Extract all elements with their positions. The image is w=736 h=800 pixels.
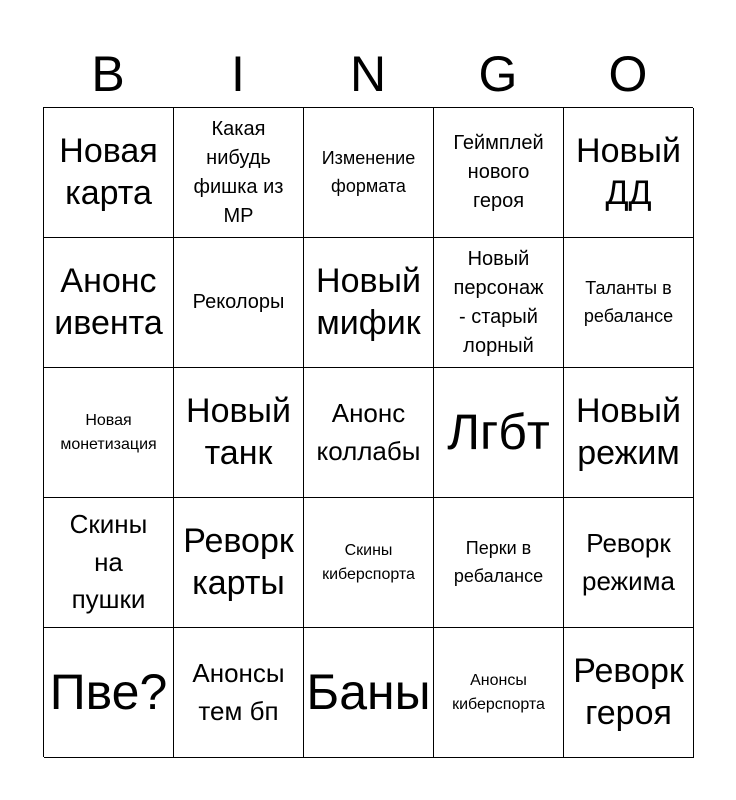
cell-text: Новый режим xyxy=(576,392,681,472)
bingo-cell[interactable] xyxy=(564,628,694,758)
bingo-cell[interactable] xyxy=(44,108,174,238)
cell-text: Лгбт xyxy=(447,404,550,461)
bingo-cell[interactable] xyxy=(304,238,434,368)
cell-text: Новый персонаж - старый лорный xyxy=(453,247,544,357)
cell-text: Анонс коллабы xyxy=(316,397,421,466)
cell-text: Какая нибудь фишка из MP xyxy=(193,117,284,227)
cell-text: Новый танк xyxy=(186,392,291,472)
bingo-cell[interactable] xyxy=(174,498,304,628)
bingo-grid xyxy=(43,107,693,757)
cell-text: Анонсы киберспорта xyxy=(452,672,545,713)
cell-text: Новый мифик xyxy=(316,262,421,342)
header-letter-b: B xyxy=(91,46,125,102)
cell-text: Анонсы тем бп xyxy=(192,657,285,726)
cell-text: Скины на пушки xyxy=(69,508,148,615)
bingo-cell[interactable] xyxy=(174,628,304,758)
bingo-cell[interactable] xyxy=(434,238,564,368)
header-letter-g: G xyxy=(478,46,518,102)
bingo-cell[interactable] xyxy=(564,368,694,498)
bingo-cell[interactable] xyxy=(434,498,564,628)
cell-text: Новая карта xyxy=(59,132,158,212)
bingo-cell[interactable] xyxy=(434,628,564,758)
header-letter-o: O xyxy=(608,46,648,102)
bingo-cell[interactable] xyxy=(304,628,434,758)
cell-text: Реколоры xyxy=(192,291,285,313)
bingo-header xyxy=(43,40,693,108)
cell-text: Изменение формата xyxy=(321,147,416,196)
cell-text: Скины киберспорта xyxy=(322,542,415,583)
bingo-cell[interactable] xyxy=(304,498,434,628)
bingo-cell[interactable] xyxy=(434,368,564,498)
header-letter-i: I xyxy=(231,46,245,102)
bingo-cell[interactable] xyxy=(564,238,694,368)
cell-text: Новый ДД xyxy=(576,132,681,212)
bingo-cell[interactable] xyxy=(44,368,174,498)
bingo-cell[interactable] xyxy=(44,238,174,368)
header-letter-n: N xyxy=(349,46,387,102)
bingo-cell[interactable] xyxy=(564,498,694,628)
cell-text: Таланты в ребалансе xyxy=(583,277,674,326)
bingo-cell[interactable] xyxy=(44,628,174,758)
bingo-cell[interactable] xyxy=(174,108,304,238)
bingo-cell[interactable] xyxy=(434,108,564,238)
cell-text: Анонс ивента xyxy=(54,262,163,342)
bingo-cell[interactable] xyxy=(174,368,304,498)
cell-text: Перки в ребалансе xyxy=(453,537,544,586)
bingo-cell[interactable] xyxy=(304,368,434,498)
bingo-cell[interactable] xyxy=(564,108,694,238)
cell-text: Пве? xyxy=(49,664,168,721)
cell-text: Баны xyxy=(306,664,431,721)
bingo-cell[interactable] xyxy=(304,108,434,238)
bingo-cell[interactable] xyxy=(174,238,304,368)
cell-text: Реворк режима xyxy=(582,527,675,596)
cell-text: Новая монетизация xyxy=(60,412,157,453)
cell-text: Реворк карты xyxy=(183,522,294,602)
bingo-cell[interactable] xyxy=(44,498,174,628)
cell-text: Геймплей нового героя xyxy=(453,132,544,212)
cell-text: Реворк героя xyxy=(573,652,684,732)
